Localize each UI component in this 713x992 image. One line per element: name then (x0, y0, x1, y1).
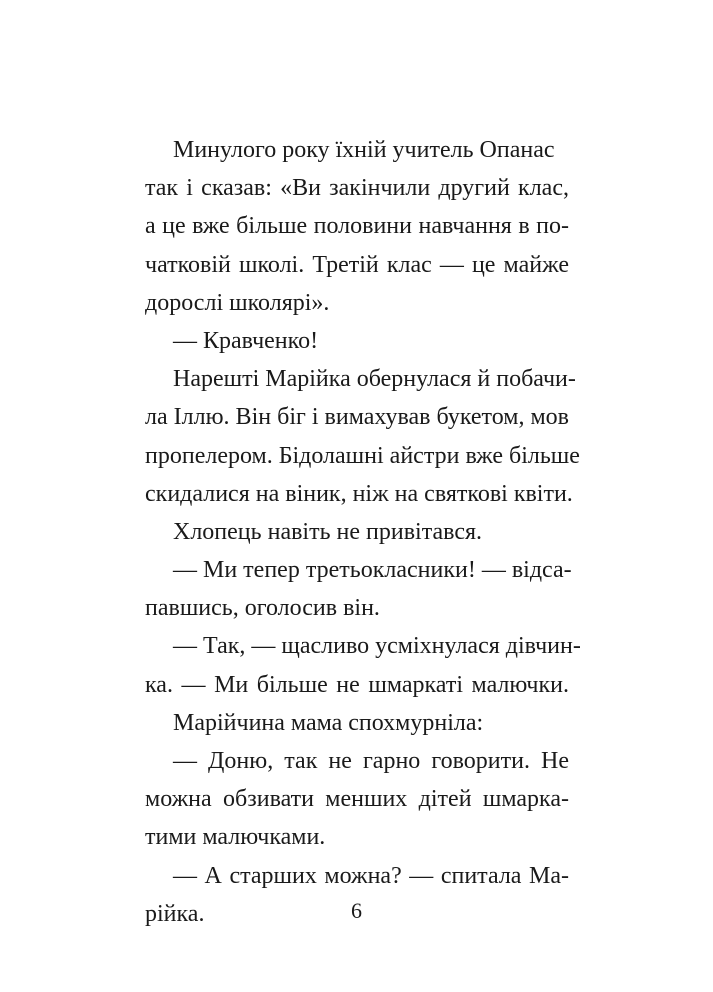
text-line: рійка. (145, 900, 205, 927)
text-line: скидалися на віник, ніж на святкові квіти. (145, 480, 573, 507)
text-line: а це вже більше половини навчання в по- (145, 213, 569, 240)
text-line: — Ми тепер третьокласники! — відса- (173, 557, 572, 584)
text-line: ла Іллю. Він біг і вимахував букетом, мов (145, 404, 569, 431)
body-text (145, 131, 581, 933)
text-line: ка. — Ми більше не шмаркаті малючки. (145, 671, 569, 698)
text-line: — Кравченко! (173, 327, 319, 354)
text-line: — Так, — щасливо усміхнулася дівчин- (173, 633, 581, 660)
text-line: — А старших можна? — спитала Ма- (173, 862, 569, 889)
text-line: — Доню, так не гарно говорити. Не (173, 748, 569, 774)
text-line: Марійчина мама спохмурніла: (173, 709, 484, 736)
text-line: павшись, оголосив він. (145, 595, 380, 622)
text-line: так і сказав: «Ви закінчили другий клас, (145, 175, 569, 202)
text-line: тими малючками. (145, 824, 326, 851)
text-line: Минулого року їхній учитель Опанас (173, 137, 555, 163)
text-line: пропелером. Бідолашні айстри вже більше (145, 442, 580, 469)
page-number: 6 (351, 898, 362, 923)
text-line: Хлопець навіть не привітався. (173, 518, 483, 545)
text-line: чатковій школі. Третій клас — це майже (145, 251, 569, 278)
text-line: Нарешті Марійка обернулася й побачи- (173, 366, 576, 393)
text-line: дорослі школярі». (145, 289, 330, 316)
text-line: можна обзивати менших дітей шмарка- (145, 786, 569, 813)
